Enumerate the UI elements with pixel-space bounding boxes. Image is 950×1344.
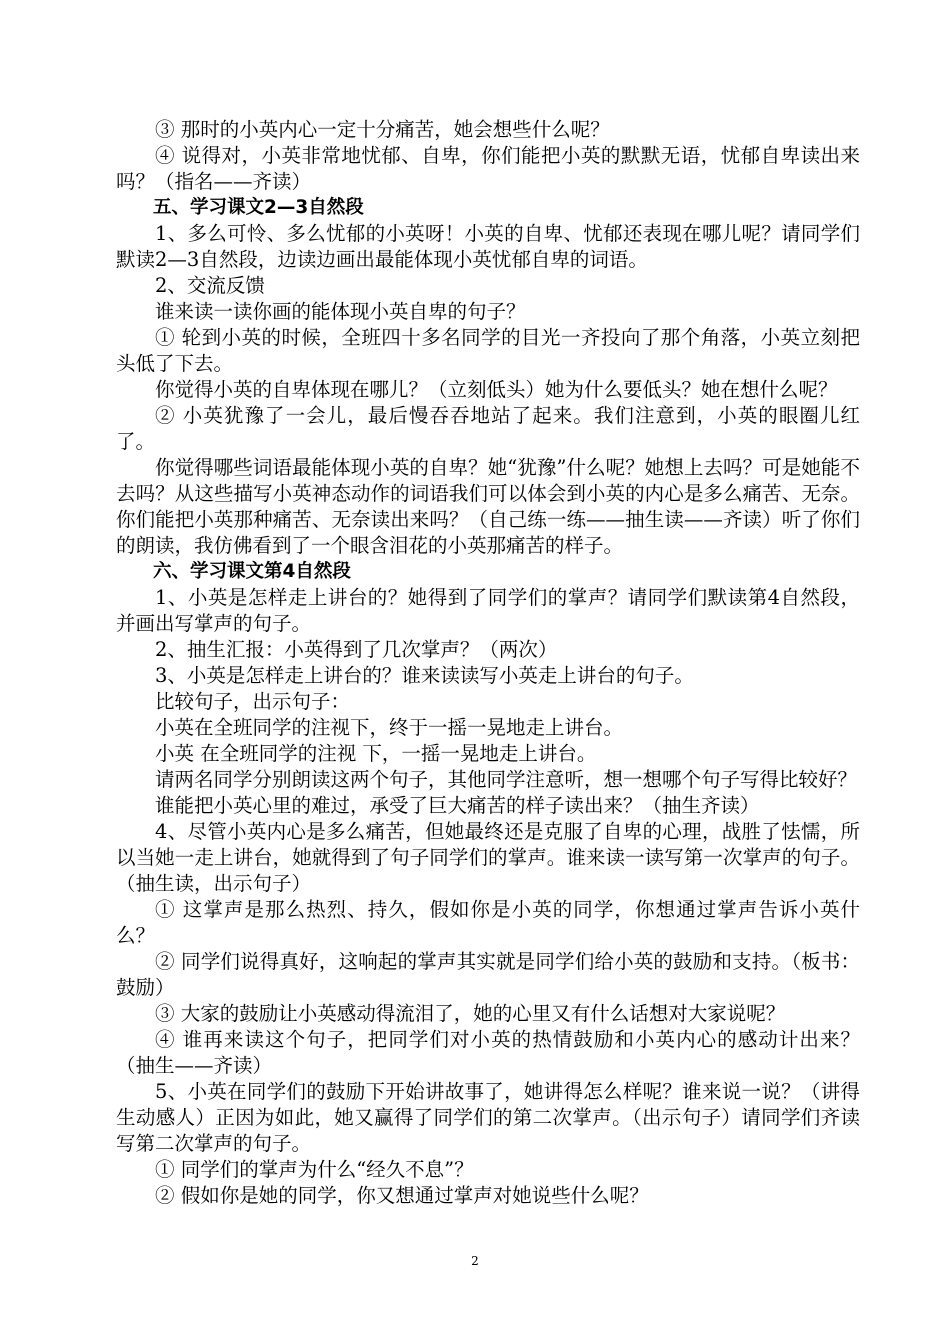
page-number: 2 (471, 1254, 479, 1268)
body-paragraph: 1、小英是怎样走上讲台的？她得到了同学们的掌声？请同学们默读第4自然段，并画出写掌声的句子。 (116, 586, 860, 635)
body-paragraph: 小英 在全班同学的注视 下，一摇一晃地走上讲台。 (155, 742, 597, 765)
body-paragraph: 小英在全班同学的注视下，终于一摇一晃地走上讲台。 (155, 716, 624, 739)
body-paragraph: ④ 谁再来读这个句子，把同学们对小英的热情鼓励和小英内心的感动计出来？（抽生——齐读） (116, 1028, 860, 1077)
body-paragraph: 谁来读一读你画的能体现小英自卑的句子？ (155, 300, 526, 323)
body-paragraph: ④ 说得对，小英非常地忧郁、自卑，你们能把小英的默默无语，忧郁自卑读出来吗？（指名——齐读） (116, 144, 860, 193)
body-paragraph: ③ 那时的小英内心一定十分痛苦，她会想些什么呢？ (155, 118, 610, 141)
body-paragraph: 4、尽管小英内心是多么痛苦，但她最终还是克服了自卑的心理，战胜了怯懦，所以当她一走上讲台，她就得到了句子同学们的掌声。谁来读一读写第一次掌声的句子。（抽生读，出示句子） (116, 820, 860, 895)
body-paragraph: 谁能把小英心里的难过，承受了巨大痛苦的样子读出来？（抽生齐读） (155, 794, 760, 817)
section-heading: 五、学习课文2—3自然段 (153, 197, 364, 218)
body-paragraph: 1、多么可怜、多么忧郁的小英呀！小英的自卑、忧郁还表现在哪儿呢？请同学们默读2—3自然段，边读边画出最能体现小英忧郁自卑的词语。 (116, 222, 860, 271)
body-paragraph: 请两名同学分别朗读这两个句子，其他同学注意听，想一想哪个句子写得比较好？ (155, 768, 858, 791)
body-paragraph: 你觉得哪些词语最能体现小英的自卑？她“犹豫”什么呢？她想上去吗？可是她能不去吗？从这些描写小英神态动作的词语我们可以体会到小英的内心是多么痛苦、无奈。你们能把小英那种痛苦、无奈读出来吗？（自己练一练——抽生读——齐读）听了你们的朗读，我仿佛看到了一个眼含泪花的小英那痛苦的样子。 (116, 456, 860, 557)
body-paragraph: ① 同学们的掌声为什么“经久不息”？ (155, 1158, 474, 1181)
body-paragraph: 你觉得小英的自卑体现在哪儿？（立刻低头）她为什么要低头？她在想什么呢？ (155, 378, 838, 401)
body-paragraph: ③ 大家的鼓励让小英感动得流泪了，她的心里又有什么话想对大家说呢？ (155, 1002, 786, 1025)
body-paragraph: ① 轮到小英的时候，全班四十多名同学的目光一齐投向了那个角落，小英立刻把头低了下去。 (116, 326, 860, 375)
body-paragraph: ② 同学们说得真好，这响起的掌声其实就是同学们给小英的鼓励和支持。（板书：鼓励） (116, 950, 860, 999)
body-paragraph: 3、小英是怎样走上讲台的？谁来读读写小英走上讲台的句子。 (155, 664, 694, 687)
body-paragraph: 5、小英在同学们的鼓励下开始讲故事了，她讲得怎么样呢？谁来说一说？（讲得生动感人）正因为如此，她又赢得了同学们的第二次掌声。（出示句子）请同学们齐读写第二次掌声的句子。 (116, 1080, 860, 1155)
body-paragraph: 2、抽生汇报：小英得到了几次掌声？（两次） (155, 638, 558, 661)
document-body (116, 117, 860, 1209)
body-paragraph: ② 假如你是她的同学，你又想通过掌声对她说些什么呢？ (155, 1184, 649, 1207)
body-paragraph: 2、交流反馈 (155, 274, 265, 297)
body-paragraph: 比较句子，出示句子： (155, 690, 351, 713)
section-heading: 六、学习课文第4自然段 (153, 561, 351, 582)
body-paragraph: ① 这掌声是那么热烈、持久，假如你是小英的同学，你想通过掌声告诉小英什么？ (116, 898, 860, 947)
body-paragraph: ② 小英犹豫了一会儿，最后慢吞吞地站了起来。我们注意到，小英的眼圈儿红了。 (116, 404, 860, 453)
